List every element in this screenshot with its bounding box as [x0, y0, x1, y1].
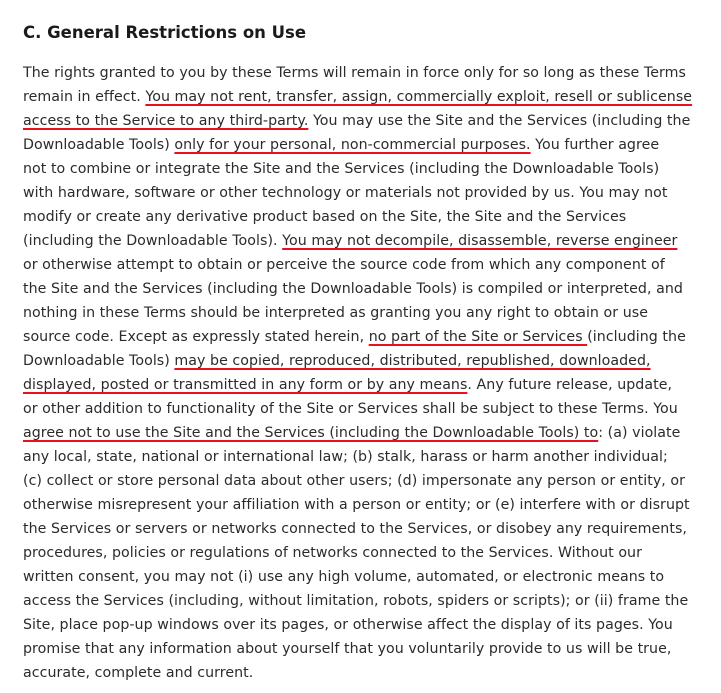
section-heading: C. General Restrictions on Use	[23, 23, 307, 42]
text-segment: the Services or servers or networks connected to the Services, or disobey any requirements,	[23, 521, 687, 537]
text-line	[23, 373, 672, 397]
text-segment: promise that any information about yourself that you voluntarily provide to us will be true,	[23, 641, 672, 657]
text-line	[23, 301, 648, 325]
text-segment: modify or create any derivative product based on the Site, the Site and the Services	[23, 209, 627, 225]
text-segment: You further agree	[530, 137, 660, 153]
text-line	[23, 397, 678, 421]
underlined-phrase: may be copied, reproduced, distributed, republished, downloaded,	[174, 353, 651, 369]
text-line	[23, 493, 690, 517]
text-segment: Downloadable Tools)	[23, 137, 175, 153]
text-segment: otherwise misrepresent your affiliation with a person or entity; or (e) interfere with or disrupt	[23, 497, 690, 513]
text-segment: access the Services (including, without limitation, robots, spiders or scripts); or (ii) frame the	[23, 593, 689, 609]
text-segment: (including the Downloadable Tools).	[23, 233, 283, 249]
underlined-phrase: You may not decompile, disassemble, reverse engineer	[282, 233, 678, 249]
text-segment: the Site and the Services (including the Downloadable Tools) is compiled or interpreted, and	[23, 281, 683, 297]
text-line	[23, 541, 642, 565]
underlined-phrase: You may not rent, transfer, assign, commercially exploit, resell or sublicense	[145, 89, 693, 105]
text-segment: (including the	[587, 329, 686, 345]
text-line	[23, 421, 680, 445]
underlined-phrase: displayed, posted or transmitted in any form or by any means	[23, 377, 468, 393]
text-line	[23, 253, 665, 277]
text-segment: : (a) violate	[598, 425, 681, 441]
underlined-phrase: access to the Service to any third-party.	[23, 113, 309, 129]
text-segment: (c) collect or store personal data about other users; (d) impersonate any person or entity, or	[23, 473, 686, 489]
text-line	[23, 133, 659, 157]
text-segment: nothing in these Terms should be interpreted as granting you any right to obtain or use	[23, 305, 648, 321]
text-segment: accurate, complete and current.	[23, 665, 254, 681]
text-segment: with hardware, software or other technology or materials not provided by us. You may not	[23, 185, 668, 201]
underlined-phrase: only for your personal, non-commercial purposes.	[174, 137, 531, 153]
text-segment: You may use the Site and the Services (including the	[308, 113, 691, 129]
text-segment: Downloadable Tools)	[23, 353, 175, 369]
text-segment: The rights granted to you by these Terms will remain in force only for so long as these Terms	[23, 65, 686, 81]
text-line	[23, 469, 685, 493]
text-line	[23, 109, 690, 133]
underlined-phrase: agree not to use the Site and the Services (including the Downloadable Tools) to	[23, 425, 599, 441]
text-segment: Site, place pop-up windows over its pages, or otherwise affect the display of its pages. You	[23, 617, 673, 633]
text-line	[23, 325, 686, 349]
text-segment: or other addition to functionality of the Site or Services shall be subject to these Terms. You	[23, 401, 678, 417]
underlined-phrase: no part of the Site or Services	[368, 329, 588, 345]
text-line	[23, 517, 687, 541]
text-line	[23, 61, 686, 85]
text-segment: source code. Except as expressly stated herein,	[23, 329, 369, 345]
text-line	[23, 277, 683, 301]
text-segment: not to combine or integrate the Site and the Services (including the Downloadable Tools)	[23, 161, 660, 177]
text-segment: any local, state, national or international law; (b) stalk, harass or harm another individual;	[23, 449, 668, 465]
text-line	[23, 613, 673, 637]
text-line	[23, 181, 668, 205]
text-line	[23, 349, 651, 373]
text-line	[23, 661, 253, 685]
restrictions-paragraph	[23, 0, 713, 693]
text-line	[23, 157, 659, 181]
text-segment: or otherwise attempt to obtain or perceive the source code from which any component of	[23, 257, 665, 273]
text-line	[23, 205, 626, 229]
text-segment: . Any future release, update,	[467, 377, 673, 393]
text-line	[23, 637, 671, 661]
text-line	[23, 445, 668, 469]
text-line	[23, 565, 664, 589]
text-line	[23, 589, 688, 613]
text-line	[23, 229, 677, 253]
text-segment: written consent, you may not (i) use any high volume, automated, or electronic means to	[23, 569, 665, 585]
text-line	[23, 85, 692, 109]
text-segment: remain in effect.	[23, 89, 146, 105]
text-segment: procedures, policies or regulations of networks connected to the Services. Without our	[23, 545, 642, 561]
